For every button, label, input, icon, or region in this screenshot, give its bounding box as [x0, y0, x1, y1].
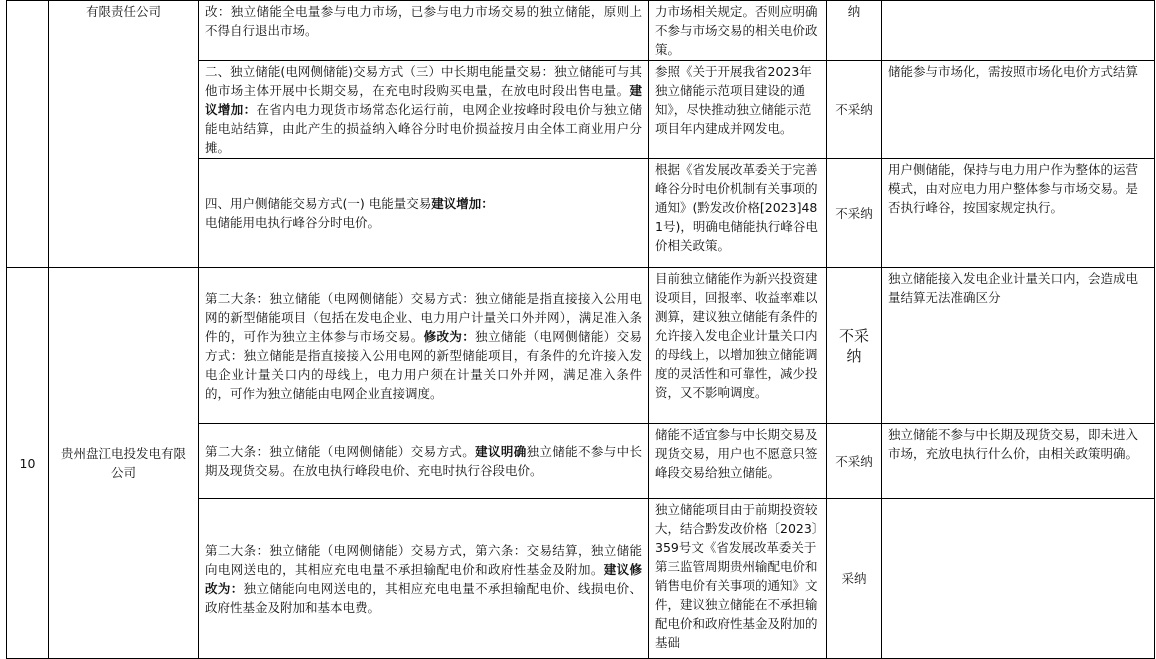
suggestion-label: 修改为：: [423, 328, 476, 344]
content-text-2: 独立储能（电网侧储能）交易方式：独立储能是指直接接入公用电网的新型储能项目，有条件的允许接入发电企业计量关口内的母线上，电力用户须在计量关口外并网，满足准入条件的，可作为独立储能由电网企业直接调度。: [205, 328, 642, 401]
status-cell: [827, 61, 882, 159]
content-text: 改：独立储能全电量参与电力市场，已参与电力市场交易的独立储能，原则上不得自行退出市场。: [205, 4, 642, 38]
status-cell: [827, 424, 882, 499]
content-cell: [199, 268, 649, 424]
remark-text: 独立储能不参与中长期及现货交易，即未进入市场，充放电执行什么价，由相关政策明确。: [888, 427, 1139, 461]
content-text: 第二大条：独立储能（电网侧储能）交易方式：独立储能是指直接接入公用电网的新型储能项目（包括在发电企业、电力用户计量关口外并网），满足准入条件的，可作为独立主体参与市场交易。: [205, 290, 642, 344]
reason-cell: [649, 268, 827, 424]
suggestion-label: 建议明确: [475, 444, 527, 459]
content-text-2: 在省内电力现货市场常态化运行前，电网企业按峰时段电价与独立储能电站结算，由此产生的损益纳入峰谷分时电价损益按月由全体工商业用户分摊。: [205, 102, 642, 155]
opinion-table: [6, 0, 1155, 659]
reason-text: 根据《省发展改革委关于完善峰谷分时电价机制有关事项的通知》(黔发改价格[2023]481号)，明确电储能执行峰谷电价相关政策。: [655, 162, 818, 253]
status-text: 不采纳: [835, 205, 873, 221]
content-cell: [199, 424, 649, 499]
suggestion-label: 建议增加：: [205, 83, 642, 117]
remark-cell: [882, 268, 1155, 424]
reason-cell: [649, 424, 827, 499]
remark-text: 独立储能接入发电企业计量关口内，会造成电量结算无法准确区分: [888, 271, 1139, 305]
status-cell: [827, 159, 882, 268]
remark-cell: [882, 1, 1155, 61]
content-text: 四、用户侧储能交易方式(一) 电能量交易: [205, 196, 432, 211]
remark-cell: [882, 499, 1155, 659]
reason-cell: [649, 499, 827, 659]
content-cell: [199, 61, 649, 159]
content-text: 第二大条：独立储能（电网侧储能）交易方式。: [205, 444, 476, 459]
suggestion-label: 建议增加：: [431, 196, 494, 211]
remark-text: 用户侧储能，保持与电力用户作为整体的运营模式，由对应电力用户整体参与市场交易。是否执行峰谷，按国家规定执行。: [888, 162, 1139, 215]
row-number-cell: [7, 1, 49, 268]
reason-text: 力市场相关规定。否则应明确不参与市场交易的相关电价政策。: [655, 4, 818, 57]
content-text-2: 独立储能向电网送电的，其相应充电电量不承担输配电价、线损电价、政府性基金及附加和基本电费。: [205, 580, 642, 615]
content-text-2: 独立储能不参与中长期及现货交易。在放电执行峰段电价、充电时执行谷段电价。: [205, 444, 642, 478]
status-text: 不采纳: [835, 102, 873, 117]
content-cell: [199, 1, 649, 61]
status-text: 不采纳: [838, 326, 869, 365]
reason-text: 参照《关于开展我省2023年独立储能示范项目建设的通知》，尽快推动独立储能示范项目年内建成并网发电。: [655, 64, 812, 136]
org-cell: [49, 1, 199, 268]
reason-text: 储能不适宜参与中长期交易及现货交易，用户也不愿意只签峰段交易给独立储能。: [655, 427, 818, 480]
content-text: 二、独立储能(电网侧储能)交易方式（三）中长期电能量交易：独立储能可与其他市场主体开展中长期交易，在充电时段购买电量，在放电时段出售电量。: [205, 64, 642, 98]
status-text: 不采纳: [835, 453, 873, 469]
row-number-cell: [7, 268, 49, 659]
remark-cell: [882, 159, 1155, 268]
remark-cell: [882, 61, 1155, 159]
remark-text: 储能参与市场化，需按照市场化电价方式结算: [888, 64, 1139, 79]
status-cell: [827, 499, 882, 659]
suggestion-label: 建议修改为：: [205, 561, 642, 596]
table-row: [7, 1, 1155, 61]
org-name: 有限责任公司: [85, 4, 161, 19]
reason-text: 目前独立储能作为新兴投资建设项目，回报率、收益率难以测算，建议独立储能有条件的允许接入发电企业计量关口内的母线上，以增加独立储能调度的灵活性和可靠性，减少投资，又不影响调度。: [655, 271, 818, 400]
content-text: 第二大条：独立储能（电网侧储能）交易方式，第六条：交易结算，独立储能向电网送电的，其相应充电电量不承担输配电价和政府性基金及附加。: [205, 542, 642, 577]
row-number: 10: [19, 455, 36, 471]
content-text-2: 电储能用电执行峰谷分时电价。: [205, 215, 381, 230]
org-cell: [49, 268, 199, 659]
reason-cell: [649, 1, 827, 61]
reason-cell: [649, 61, 827, 159]
status-text: 纳: [847, 4, 861, 19]
status-text: 采纳: [841, 571, 867, 586]
reason-cell: [649, 159, 827, 268]
remark-cell: [882, 424, 1155, 499]
status-cell: [827, 1, 882, 61]
status-cell: [827, 268, 882, 424]
content-cell: [199, 499, 649, 659]
content-cell: [199, 159, 649, 268]
org-name: 贵州盘江电投发电有限公司: [60, 446, 186, 480]
reason-text: 独立储能项目由于前期投资较大，结合黔发改价格〔2023〕359号文《省发展改革委关于第三监管周期贵州输配电价和销售电价有关事项的通知》文件，建议独立储能在不承担输配电价和政府性基金及附加的基础: [655, 502, 819, 650]
table-row: [7, 268, 1155, 424]
